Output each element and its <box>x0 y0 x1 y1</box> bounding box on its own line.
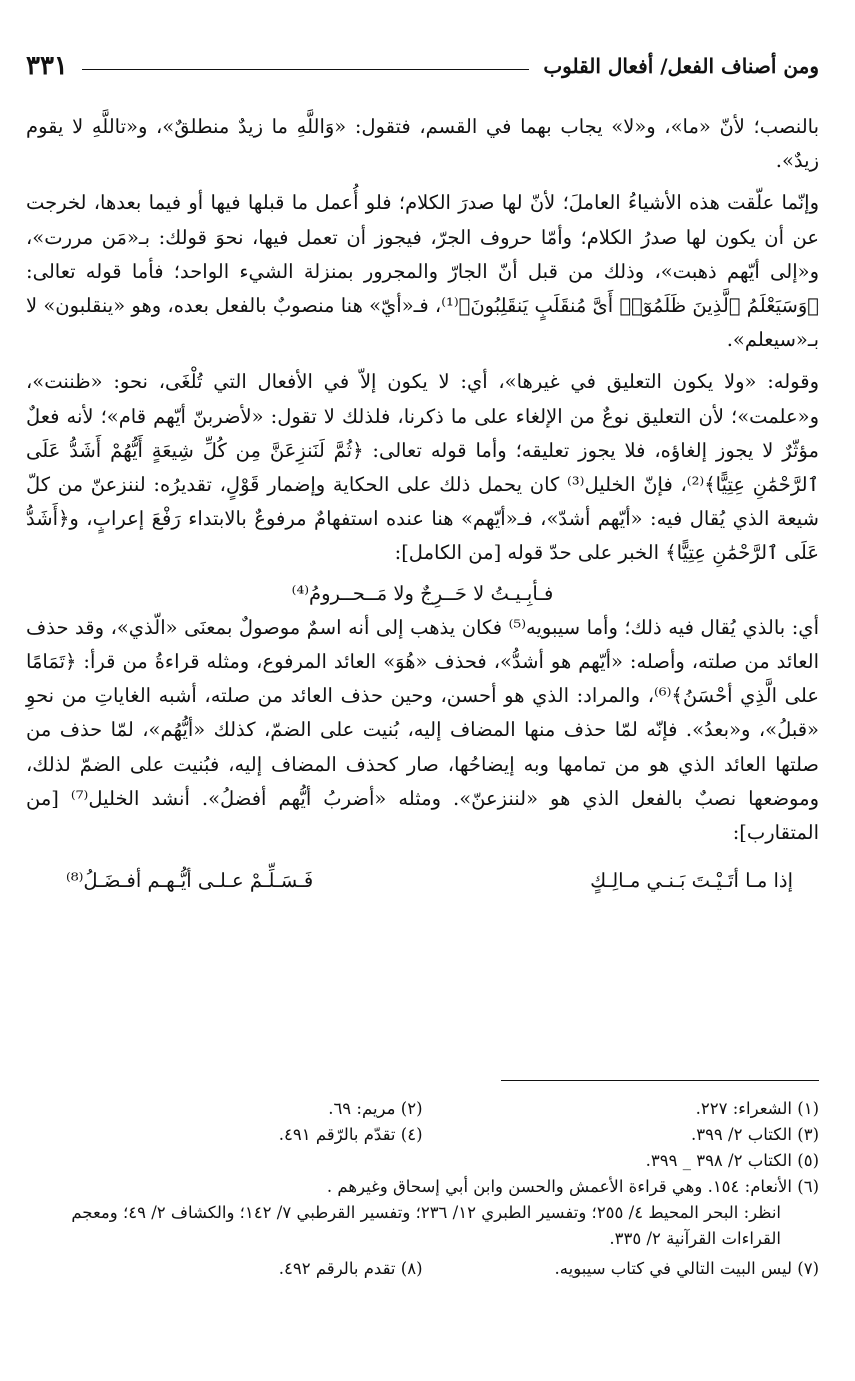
poetry-verse-1: فـأبِـيـتُ لا حَــرِجٌ ولا مَــحــرومُ⁽⁴⁾ <box>291 581 554 605</box>
paragraph-3: وقوله: «ولا يكون التعليق في غيرها»، أي: لا يكون إلاّ في الأفعال التي تُلْغَى، نحو: «ظننت»، و«علمت»؛ لأن التعليق نوعٌ من الإلغاء على ما ذكرنا، فلذلك لا تقول: «لأضربنّ أيّهم قام»؛ لأنه فعلٌ مؤثّرٌ لا يجوز إلغاؤه، فلا يجوز تعليقه؛ وأما قوله تعالى: ﴿ثُمَّ لَنَنزِعَنَّ مِن كُلِّ شِيعَةٍ أَيُّهُمْ أَشَدُّ عَلَى ٱلرَّحْمَٰنِ عِتِيًّا﴾⁽²⁾، فإنّ الخليل⁽³⁾ كان يحمل ذلك على الحكاية وإضمار قَوْلٍ، تقديرُه: لننزعنّ من كلّ شيعة الذي يُقال فيه: «أيّهم أشدّ»، فـ«أيّهم» هنا عنده استفهامٌ مرفوعٌ بالابتداء رَفْعَ إعرابٍ، و﴿أَشَدُّ عَلَى ٱلرَّحْمَٰنِ عِتِيًّا﴾ الخبر على حدّ قوله [من الكامل]: <box>26 370 819 565</box>
page-number: ٣٣١ <box>26 51 68 81</box>
footnote-3: (٣) الكتاب ٢/ ٣٩٩. <box>690 1125 819 1144</box>
footnote-6: (٦) الأنعام: ١٥٤. وهي قراءة الأعمش والحسن وابن أبي إسحاق وغيرهم . <box>326 1177 819 1196</box>
footnote-2: (٢) مريم: ٦٩. <box>328 1099 423 1118</box>
paragraph-1: بالنصب؛ لأنّ «ما»، و«لا» يجاب بهما في القسم، فتقول: «وَاللَّهِ ما زيدٌ منطلقٌ»، و«تاللَّهِ لا يقوم زيدٌ». <box>26 115 819 173</box>
footnote-8: (٨) تقدم بالرقم ٤٩٢. <box>278 1259 423 1278</box>
running-header <box>26 46 819 86</box>
header-rule <box>82 69 529 70</box>
footnote-row <box>26 1096 819 1122</box>
footnote-row <box>26 1256 819 1282</box>
footnotes <box>26 1096 819 1282</box>
footnote-1: (١) الشعراء: ٢٢٧. <box>695 1099 819 1118</box>
poetry-verse-2 <box>26 864 819 898</box>
running-header-title: ومن أصناف الفعل/ أفعال القلوب <box>543 54 819 78</box>
footnote-5: (٥) الكتاب ٢/ ٣٩٨ _ ٣٩٩. <box>645 1151 819 1170</box>
paragraph-2: وإنّما علّقت هذه الأشياءُ العاملَ؛ لأنّ لها صدرَ الكلام؛ فلو أُعمل ما قبلها فيها أو فيما بعدها، لخرجت عن أن يكون لها صدرُ الكلام؛ وأمّا حروف الجرّ، فيجوز أن تعمل فيها، نحوَ قولك: بـ«مَن مررت»، و«إلى أيّهم ذهبت»، وذلك من قبل أنّ الجارّ والمجرور بمنزلة الشيء الواحد؛ فأما قوله تعالى: ﴿وَسَيَعْلَمُ ٱلَّذِينَ ظَلَمُوٓا۟ أَىَّ مُنقَلَبٍ يَنقَلِبُونَ﴾⁽¹⁾، فـ«أيّ» هنا منصوبٌ بالفعل بعده، وهو «ينقلبون» لا بـ«سيعلم». <box>26 191 819 352</box>
verse-2-second-hemistich: فَـسَـلِّـمْ عـلـى أيُّـهـم أفـضَـلُ⁽⁸⁾ <box>66 869 314 893</box>
footnote-separator <box>501 1080 819 1081</box>
paragraph-4: أي: بالذي يُقال فيه ذلك؛ وأما سيبويه⁽⁵⁾ فكان يذهب إلى أنه اسمٌ موصولٌ بمعنَى «الّذي»، وقد حذف العائد من صلته، وأصله: «أيّهم هو أشدُّ»، فحذف «هُوَ» العائد المرفوع، ومثله قراءةُ من قرأ: ﴿تَمَامًا على الَّذِي أحْسَنُ﴾⁽⁶⁾، والمراد: الذي هو أحسن، وحين حذف العائد من صلته، أشبه الغاياتِ من نحوِ «قبلُ»، و«بعدُ». فإنّه لمّا حذف منها المضاف إليه، بُنيت على الضمّ، كذلك «أيُّهُم»، لمّا حذف من صلتها العائد الذي هو من تمامها وبه إيضاحُها، صار كحذف المضاف إليه، فبُنيت على الضمّ لذلك، وموضعها نصبٌ بالفعل الذي هو «لننزعنّ». ومثله «أضربُ أيُّهم أفضلُ». أنشد الخليل⁽⁷⁾ [من المتقارب]: <box>26 615 819 845</box>
footnote-4: (٤) تقدّم بالرّقم ٤٩١. <box>278 1125 423 1144</box>
footnote-7: (٧) ليس البيت التالي في كتاب سيبويه. <box>554 1259 819 1278</box>
footnote-6-references: انظر: البحر المحيط ٤/ ٢٥٥؛ وتفسير الطبري ١٢/ ٢٣٦؛ وتفسير القرطبي ٧/ ١٤٢؛ والكشاف ٢/ ٤٩؛ ومعجم القراءات القرآنية ٢/ ٣٣٥. <box>71 1203 781 1248</box>
footnote-row <box>26 1122 819 1148</box>
main-text <box>26 110 819 898</box>
verse-2-first-hemistich: إذا مـا أتَـيْـتَ بَـنـي مـالِـكٍ <box>590 869 793 893</box>
